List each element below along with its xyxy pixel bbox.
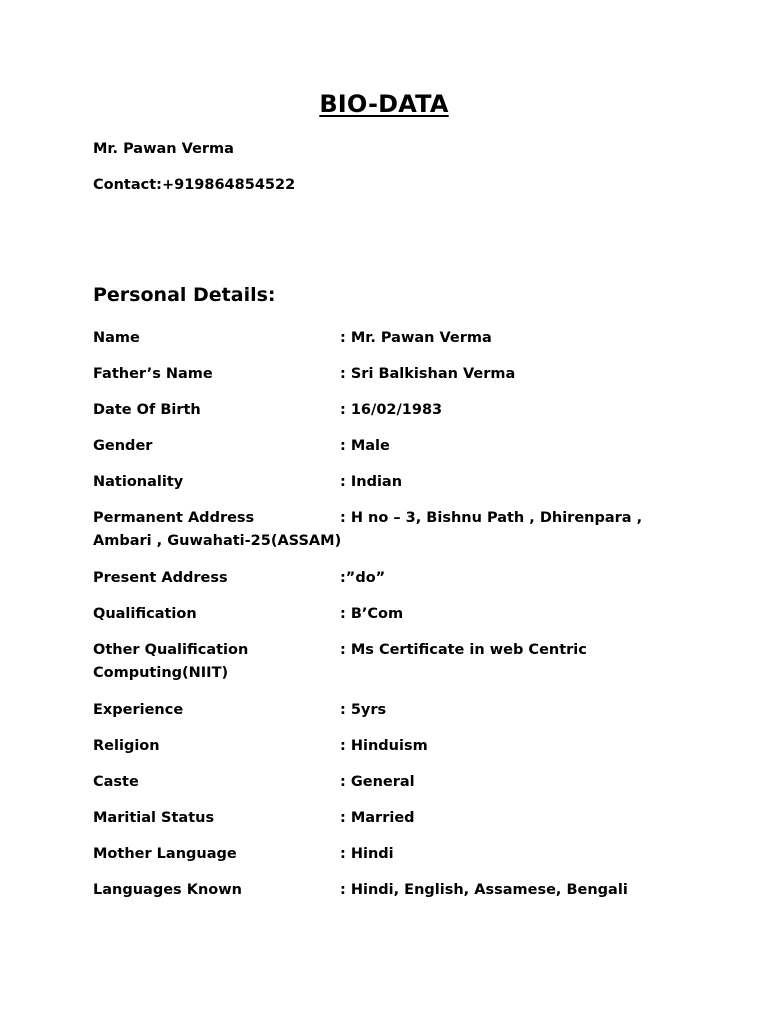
detail-value: : Indian <box>340 474 403 490</box>
detail-value: : B’Com <box>340 606 404 622</box>
detail-label: Caste <box>93 774 139 790</box>
detail-value: : Hindi <box>340 846 394 862</box>
detail-label: Mother Language <box>93 846 237 862</box>
detail-row-caste <box>93 771 693 794</box>
detail-value: : Mr. Pawan Verma <box>340 330 492 346</box>
detail-value: : Married <box>340 810 415 826</box>
page-title: BIO-DATA <box>319 90 449 118</box>
applicant-name: Mr. Pawan Verma <box>93 141 234 157</box>
detail-value: : Hindi, English, Assamese, Bengali <box>340 882 628 898</box>
detail-value: : General <box>340 774 415 790</box>
detail-row-fathers-name <box>93 363 693 386</box>
detail-value-continuation: Computing(NIIT) <box>93 665 229 681</box>
detail-label: Date Of Birth <box>93 402 201 418</box>
detail-label: Gender <box>93 438 153 454</box>
detail-row-other-qualification <box>93 639 693 685</box>
detail-value: : Sri Balkishan Verma <box>340 366 516 382</box>
detail-label: Nationality <box>93 474 184 490</box>
detail-label: Present Address <box>93 570 228 586</box>
detail-value: : H no – 3, Bishnu Path , Dhirenpara , <box>340 510 643 526</box>
detail-row-permanent-address <box>93 507 693 553</box>
detail-label: Experience <box>93 702 184 718</box>
detail-value: :”do” <box>340 570 386 586</box>
section-title-personal-details: Personal Details: <box>93 284 276 306</box>
detail-label: Languages Known <box>93 882 242 898</box>
detail-label: Other Qualification <box>93 642 249 658</box>
detail-row-marital-status <box>93 807 693 830</box>
detail-label: Maritial Status <box>93 810 215 826</box>
detail-row-gender <box>93 435 693 458</box>
detail-row-qualification <box>93 603 693 626</box>
detail-value: : Hinduism <box>340 738 428 754</box>
detail-label: Religion <box>93 738 160 754</box>
detail-row-date-of-birth <box>93 399 693 422</box>
detail-row-languages-known <box>93 879 693 902</box>
detail-value: : 5yrs <box>340 702 387 718</box>
detail-row-nationality <box>93 471 693 494</box>
detail-value-continuation: Ambari , Guwahati-25(ASSAM) <box>93 533 342 549</box>
detail-label: Qualification <box>93 606 197 622</box>
detail-row-present-address <box>93 567 693 590</box>
detail-label: Permanent Address <box>93 510 255 526</box>
detail-value: : 16/02/1983 <box>340 402 443 418</box>
detail-row-experience <box>93 699 693 722</box>
detail-value: : Ms Certificate in web Centric <box>340 642 587 658</box>
detail-value: : Male <box>340 438 390 454</box>
contact-number: Contact:+919864854522 <box>93 177 296 193</box>
detail-label: Name <box>93 330 140 346</box>
detail-row-religion <box>93 735 693 758</box>
detail-label: Father’s Name <box>93 366 213 382</box>
detail-row-name <box>93 327 693 350</box>
detail-row-mother-language <box>93 843 693 866</box>
